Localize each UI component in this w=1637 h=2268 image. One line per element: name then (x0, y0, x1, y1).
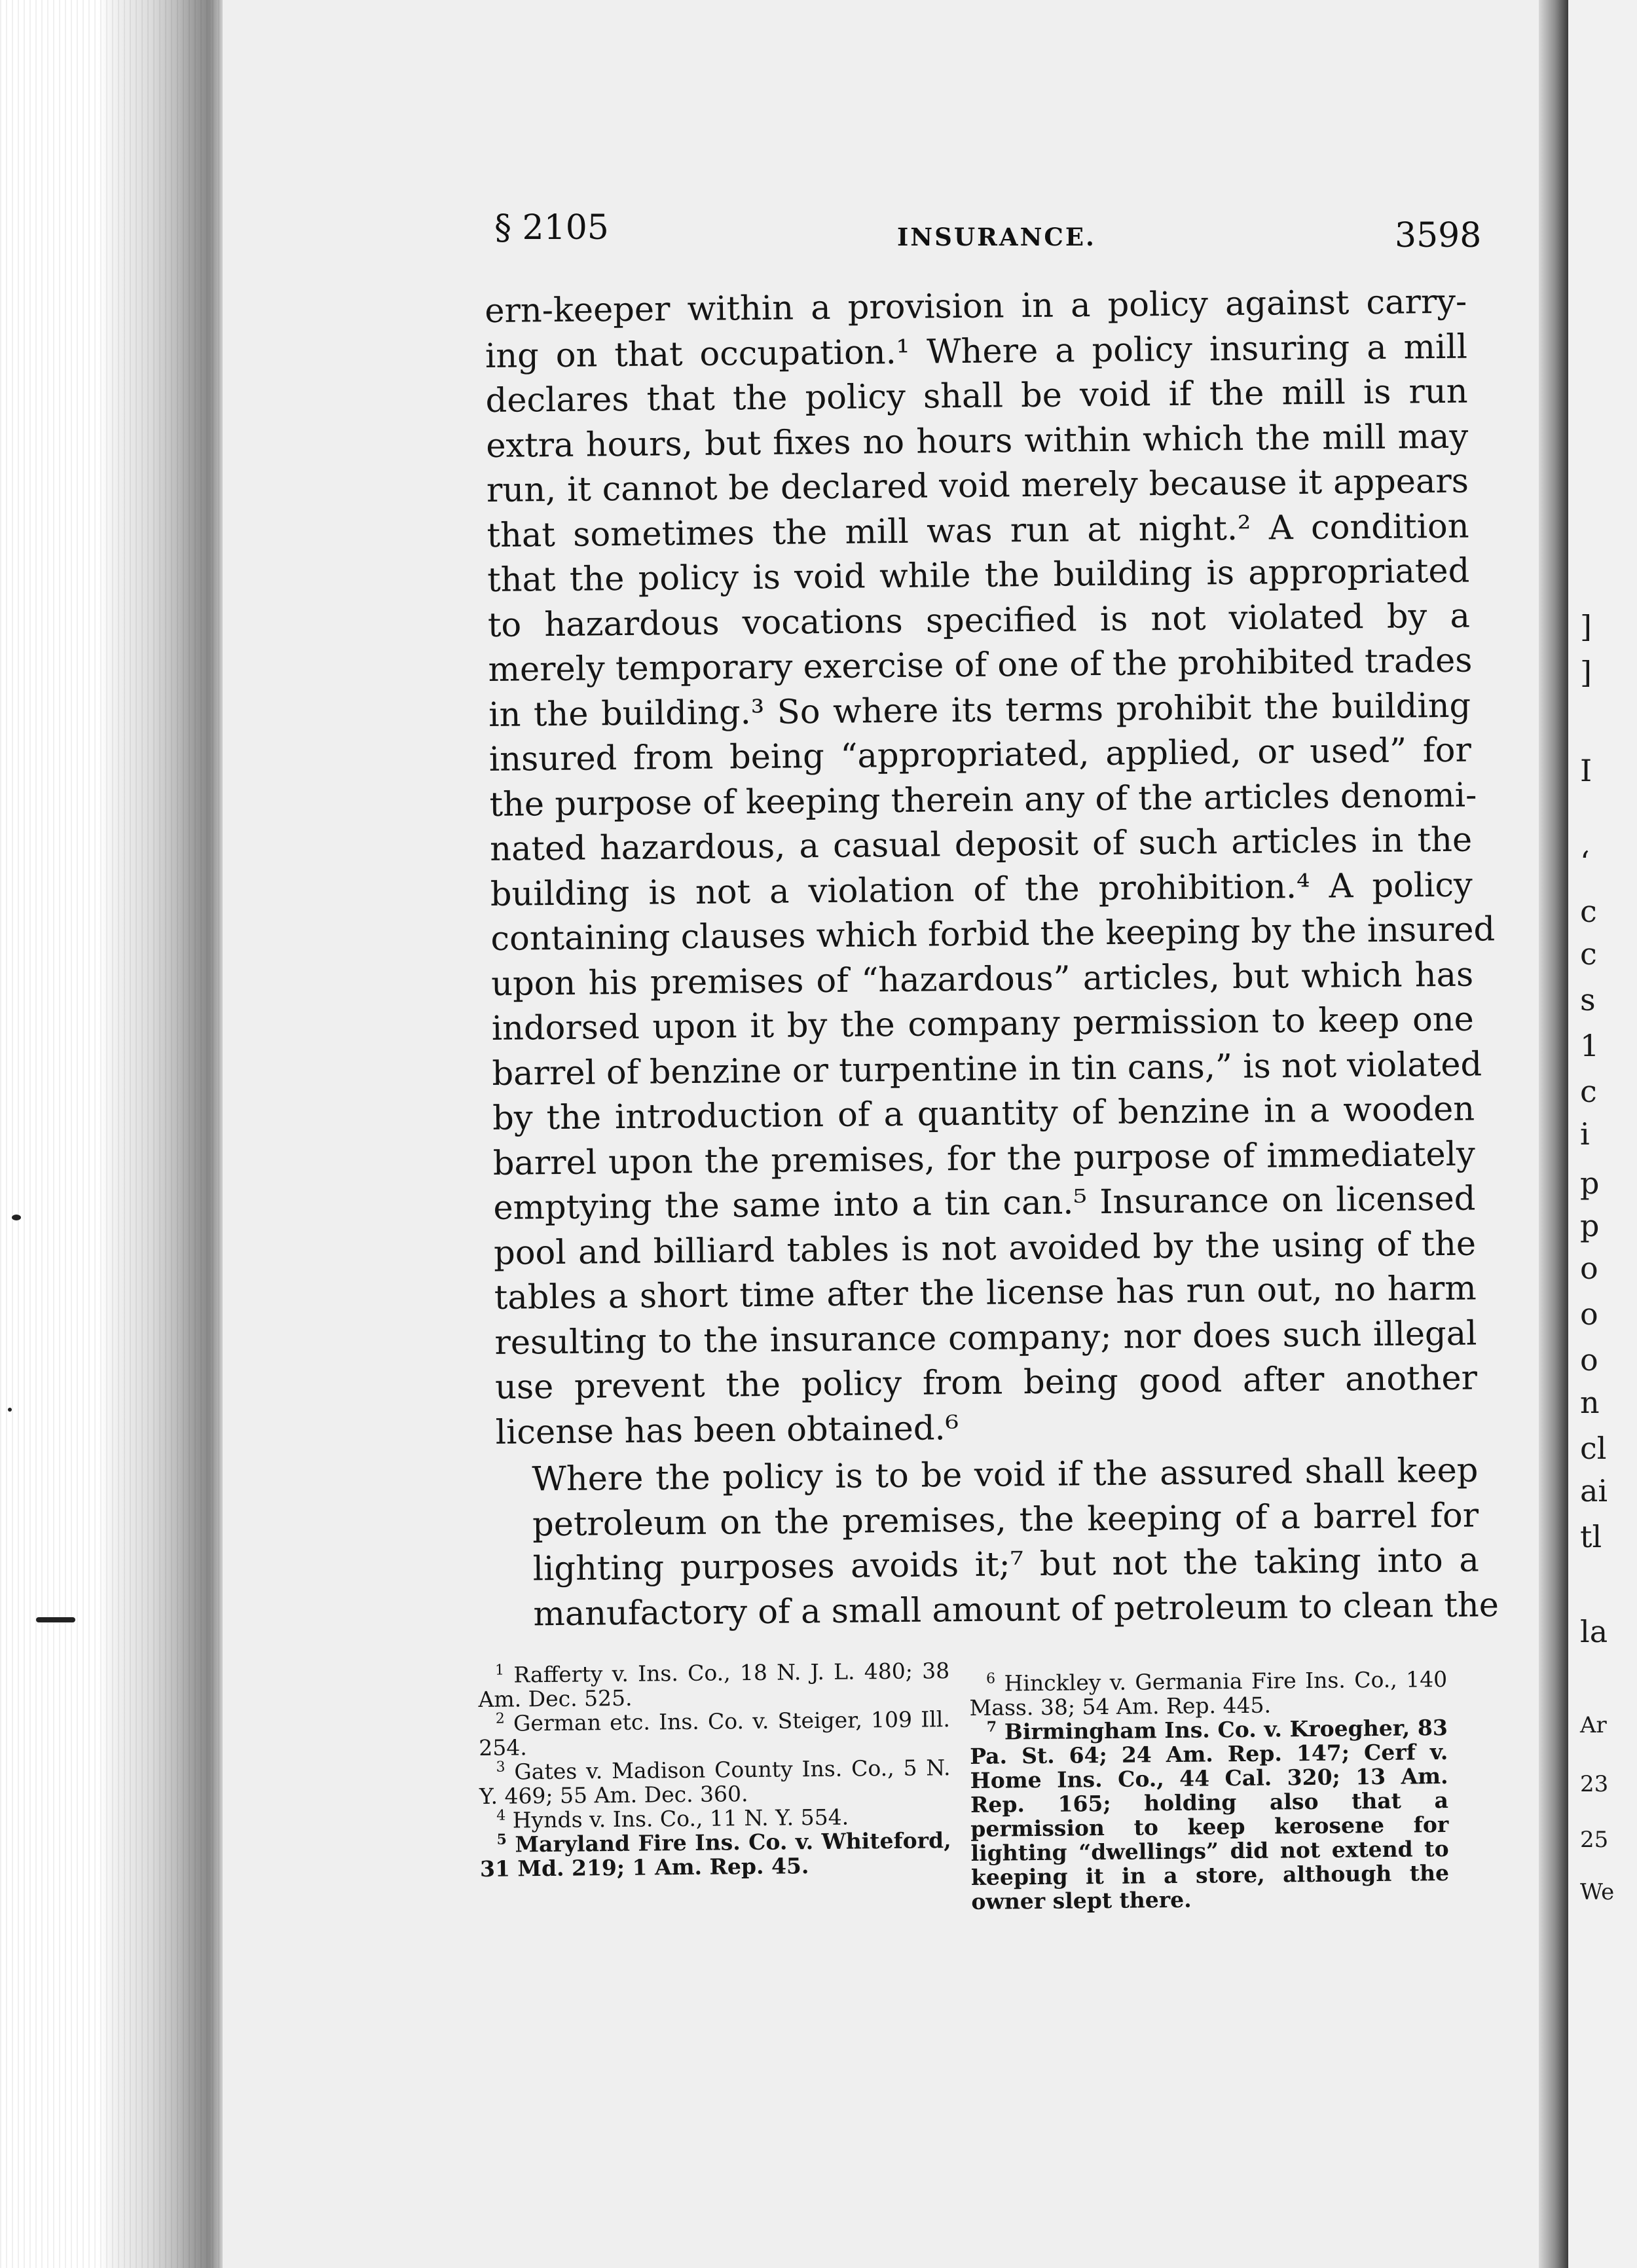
text-line: by the introduction of a quantity of benzine in a wooden (492, 1089, 1475, 1138)
next-page-text: i (1580, 1116, 1590, 1152)
text-line: merely temporary exercise of one of the prohibited trades (488, 641, 1473, 689)
footnotes-left-column (478, 1658, 951, 1881)
text-line: insured from being “appropriated, applied, or used” for (488, 731, 1472, 779)
footnote-text: Birmingham Ins. Co. v. Kroegher, 83 Pa. St. 64; 24 Am. Rep. 147; Cerf v. Home Ins. Co., 44 Cal. 320; 13 Am. Rep. 165; holding also that a permission to keep kerosene for lighting “dwellings” did not extend to keeping it in a store, although the owner slept there. (970, 1714, 1450, 1914)
footnote-marker: 7 (986, 1718, 997, 1736)
next-page-text: p (1580, 1208, 1600, 1243)
next-page-text: cl (1580, 1431, 1607, 1466)
footnote (970, 1715, 1450, 1914)
footnote-marker: 4 (496, 1807, 506, 1824)
next-page-text: c (1580, 894, 1597, 929)
next-page-text: o (1580, 1296, 1598, 1332)
book-gutter (1539, 0, 1568, 2268)
footnote-marker: 2 (495, 1710, 505, 1727)
next-page-text: I (1580, 753, 1592, 788)
main-text (485, 280, 1499, 1637)
text-line: use prevent the policy from being good after another (494, 1359, 1478, 1407)
paragraph (496, 1449, 1499, 1637)
footnote (479, 1828, 951, 1881)
next-page-text: n (1580, 1385, 1600, 1420)
footnote (479, 1755, 951, 1808)
next-page-text: 23 (1580, 1771, 1609, 1797)
next-page-text: ai (1580, 1473, 1608, 1509)
text-line: containing clauses which forbid the keeping by the insured (490, 910, 1496, 959)
text-line: extra hours, but fixes no hours within which the mill may (486, 417, 1469, 466)
next-page-text: We (1580, 1879, 1615, 1905)
footnotes-right-column (969, 1667, 1450, 1914)
page-edges (0, 0, 226, 2268)
text-line: in the building.³ So where its terms prohibit the building (488, 686, 1471, 735)
next-page-text: ‘ (1580, 845, 1590, 880)
next-page-text: o (1580, 1251, 1598, 1286)
running-head-title: INSURANCE. (897, 223, 1096, 251)
next-page-text: 1 (1580, 1028, 1600, 1063)
footnote-text: Hynds v. Ins. Co., 11 N. Y. 554. (506, 1804, 849, 1833)
next-page-text: Ar (1580, 1712, 1607, 1738)
scan-speck (8, 1408, 12, 1412)
text-line: to hazardous vocations specified is not violated by a (487, 596, 1471, 645)
text-line: lighting purposes avoids it;⁷ but not the taking into a (532, 1541, 1479, 1589)
text-line: resulting to the insurance company; nor does such illegal (494, 1314, 1477, 1363)
scan-speck (36, 1617, 75, 1622)
footnote (478, 1658, 950, 1711)
text-line: ing on that occupation.¹ Where a policy insuring a mill (485, 327, 1468, 376)
text-line: petroleum on the premises, the keeping of a barrel for (532, 1496, 1479, 1544)
text-line: barrel upon the premises, for the purpose of immediately (492, 1135, 1476, 1183)
next-page-text: c (1580, 1074, 1597, 1109)
next-page-text: c (1580, 936, 1597, 972)
next-page-text: la (1580, 1614, 1608, 1649)
footnote-text: German etc. Ins. Co. v. Steiger, 109 Ill. 254. (479, 1706, 951, 1761)
footnote-text: Gates v. Madison County Ins. Co., 5 N. Y. 469; 55 Am. Dec. 360. (479, 1755, 951, 1809)
text-line: ern-keeper within a provision in a policy against carry- (485, 282, 1467, 331)
text-line: that sometimes the mill was run at night.² A condition (487, 507, 1469, 555)
section-number: § 2105 (494, 208, 609, 247)
footnote-marker: 5 (496, 1831, 507, 1848)
footnote-text: Hinckley v. Germania Fire Ins. Co., 140 Mass. 38; 54 Am. Rep. 445. (969, 1666, 1448, 1721)
next-page-text: 25 (1580, 1827, 1609, 1853)
text-line: tables a short time after the license has run out, no harm (494, 1269, 1477, 1317)
text-line: indorsed upon it by the company permission to keep one (491, 1000, 1475, 1048)
page-number: 3598 (1395, 216, 1482, 255)
next-page-text: tl (1580, 1519, 1602, 1554)
footnote-marker: 6 (985, 1670, 996, 1687)
text-line: upon his premises of “hazardous” articles, but which has (490, 955, 1474, 1004)
text-line: that the policy is void while the building is appropriated (487, 551, 1470, 600)
footnote-text: Maryland Fire Ins. Co. v. Whiteford, 31 Md. 219; 1 Am. Rep. 45. (479, 1827, 951, 1882)
footnote-text: Rafferty v. Ins. Co., 18 N. J. L. 480; 38 Am. Dec. 525. (478, 1658, 950, 1712)
next-page-text: s (1580, 982, 1596, 1017)
next-page-fragment (1568, 0, 1637, 2268)
next-page-text: ] (1580, 609, 1592, 644)
text-line: license has been obtained.⁶ (495, 1408, 959, 1452)
footnote-marker: 3 (496, 1759, 506, 1776)
text-line: emptying the same into a tin can.⁵ Insurance on licensed (493, 1179, 1476, 1228)
text-line: run, it cannot be declared void merely because it appears (486, 462, 1469, 510)
footnote (479, 1707, 951, 1760)
scan-speck (12, 1215, 21, 1220)
text-line: barrel of benzine or turpentine in tin cans,” is not violated (492, 1044, 1482, 1093)
text-line: Where the policy is to be void if the assured shall keep (532, 1451, 1479, 1499)
footnote-marker: 1 (494, 1662, 505, 1679)
text-line: pool and billiard tables is not avoided by the using of the (493, 1224, 1477, 1273)
next-page-text: p (1580, 1165, 1600, 1201)
text-line: nated hazardous, a casual deposit of such articles in the (489, 820, 1473, 869)
text-line: the purpose of keeping therein any of the articles denomi- (489, 775, 1477, 824)
next-page-text: o (1580, 1342, 1598, 1378)
next-page-text: ] (1580, 655, 1592, 690)
text-line: manufactory of a small amount of petroleum to clean the (533, 1585, 1499, 1634)
text-line: declares that the policy shall be void if the mill is run (485, 372, 1468, 420)
footnote (969, 1667, 1448, 1720)
paragraph (485, 280, 1496, 1455)
text-line: building is not a violation of the prohibition.⁴ A policy (490, 866, 1473, 914)
